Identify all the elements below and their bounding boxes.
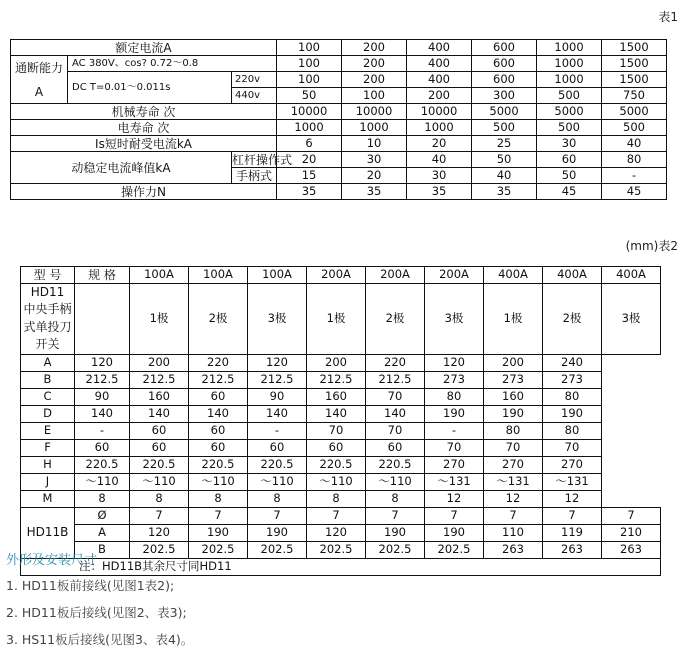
cell: 70	[543, 439, 602, 456]
handle-label: 手柄式	[232, 168, 277, 184]
cell: 400A	[602, 267, 661, 284]
cell: -	[425, 422, 484, 439]
hd11-rows	[21, 354, 661, 507]
cell: 1000	[537, 72, 602, 88]
cell: 5000	[472, 104, 537, 120]
cell: 190	[543, 405, 602, 422]
cell: 1极	[307, 284, 366, 355]
cell: 20	[407, 136, 472, 152]
cell: 3极	[602, 284, 661, 355]
cell: 270	[543, 456, 602, 473]
cell: ～110	[248, 473, 307, 490]
cell: 80	[425, 388, 484, 405]
cell: 10	[342, 136, 407, 152]
table-row	[21, 456, 661, 473]
cell: 90	[75, 388, 130, 405]
dc-440-label: 440v	[232, 88, 277, 104]
cell: ～131	[543, 473, 602, 490]
cell: 240	[543, 354, 602, 371]
cell: 30	[342, 152, 407, 168]
table1-caption: 表1	[658, 10, 678, 24]
cell: 140	[189, 405, 248, 422]
cell: 140	[307, 405, 366, 422]
cell: 60	[248, 439, 307, 456]
lever-label: 杠杆操作式	[232, 152, 293, 167]
cell: 202.5	[366, 541, 425, 558]
dimension-label: Ø	[75, 507, 130, 524]
cell: 60	[130, 422, 189, 439]
cell: 60	[537, 152, 602, 168]
cell: 1极	[484, 284, 543, 355]
cell: 120	[130, 524, 189, 541]
cell: 100	[277, 72, 342, 88]
cell: 400	[407, 40, 472, 56]
dc-220-row	[11, 72, 667, 88]
cell: 263	[602, 541, 661, 558]
cell: 7	[602, 507, 661, 524]
elec-life-label: 电寿命 次	[11, 120, 277, 136]
cell: 10000	[407, 104, 472, 120]
table-row	[21, 422, 661, 439]
cell: 220.5	[307, 456, 366, 473]
cell: 7	[366, 507, 425, 524]
cell: 200	[407, 88, 472, 104]
cell: 80	[484, 422, 543, 439]
elec-life-row	[11, 120, 667, 136]
short-time-label: Is短时耐受电流kA	[11, 136, 277, 152]
cell: 120	[425, 354, 484, 371]
cell: 1000	[407, 120, 472, 136]
cell: 60	[189, 422, 248, 439]
cell: 35	[407, 184, 472, 200]
list-item: 2. HD11板后接线(见图2、表3);	[6, 605, 187, 620]
cell: 70	[425, 439, 484, 456]
cell: 30	[537, 136, 602, 152]
cell: 60	[307, 439, 366, 456]
cell: 8	[307, 490, 366, 507]
table2-note: 注：HD11B其余尺寸同HD11	[21, 558, 661, 575]
table1	[10, 39, 667, 200]
current-header-row	[21, 267, 661, 284]
dimension-label: A	[21, 354, 75, 371]
short-time-row	[11, 136, 667, 152]
cell: 140	[248, 405, 307, 422]
poles-row	[21, 284, 661, 355]
cell: 220.5	[75, 456, 130, 473]
cell: 263	[543, 541, 602, 558]
cell: 200	[342, 40, 407, 56]
cell: 202.5	[307, 541, 366, 558]
cell: 300	[472, 88, 537, 104]
hd11-line: HD11	[30, 285, 65, 299]
table-row	[21, 473, 661, 490]
cell: 190	[425, 405, 484, 422]
cell: 8	[75, 490, 130, 507]
cell: 160	[130, 388, 189, 405]
cell: 202.5	[130, 541, 189, 558]
cell: ～131	[425, 473, 484, 490]
cell: 8	[248, 490, 307, 507]
cell: 15	[277, 168, 342, 184]
cell: 273	[425, 371, 484, 388]
cell: 140	[75, 405, 130, 422]
cell: 50	[472, 152, 537, 168]
table-row	[21, 490, 661, 507]
cell: 120	[307, 524, 366, 541]
cell: 40	[407, 152, 472, 168]
cell: 400	[407, 56, 472, 72]
cell: 200A	[425, 267, 484, 284]
hd11-line: 式单投刀	[23, 319, 72, 334]
cell: 200	[484, 354, 543, 371]
cell: 190	[425, 524, 484, 541]
cell: 1500	[602, 56, 667, 72]
cell: 220.5	[189, 456, 248, 473]
cell: -	[75, 422, 130, 439]
cell: 8	[189, 490, 248, 507]
cell: 7	[248, 507, 307, 524]
cell: 10000	[342, 104, 407, 120]
cell: 212.5	[307, 371, 366, 388]
cell: ～110	[307, 473, 366, 490]
cell: 160	[484, 388, 543, 405]
cell: 190	[484, 405, 543, 422]
table-row	[21, 354, 661, 371]
cell: 212.5	[130, 371, 189, 388]
cell: 70	[484, 439, 543, 456]
cell: 7	[425, 507, 484, 524]
model-header: 型 号	[21, 267, 75, 284]
table-row	[21, 524, 661, 541]
cell: 10000	[277, 104, 342, 120]
cell: 140	[130, 405, 189, 422]
cell: 35	[342, 184, 407, 200]
cell: 5000	[602, 104, 667, 120]
cell: 750	[602, 88, 667, 104]
cell: 500	[537, 120, 602, 136]
cell: 100	[342, 88, 407, 104]
cell: 3极	[425, 284, 484, 355]
dimension-label: D	[21, 405, 75, 422]
cell: 600	[472, 56, 537, 72]
list-item: 1. HD11板前接线(见图1表2);	[6, 578, 175, 593]
cell: 1000	[277, 120, 342, 136]
table2	[20, 266, 661, 576]
cell: ～110	[189, 473, 248, 490]
cell: 400A	[543, 267, 602, 284]
cell: 202.5	[248, 541, 307, 558]
table-row	[21, 388, 661, 405]
cell: 70	[366, 388, 425, 405]
cell: 100	[277, 40, 342, 56]
cell: 6	[277, 136, 342, 152]
cell: 190	[366, 524, 425, 541]
cell: 30	[407, 168, 472, 184]
cell: 263	[484, 541, 543, 558]
cell: 60	[189, 388, 248, 405]
cell: 600	[472, 40, 537, 56]
cell: 1极	[130, 284, 189, 355]
table-row	[21, 507, 661, 524]
dimension-label: M	[21, 490, 75, 507]
cell: 7	[189, 507, 248, 524]
hd11-line: 开关	[35, 337, 60, 352]
cell: 273	[484, 371, 543, 388]
cell: 119	[543, 524, 602, 541]
cell: 140	[366, 405, 425, 422]
cell: 12	[543, 490, 602, 507]
cell: 273	[543, 371, 602, 388]
cell: 120	[248, 354, 307, 371]
cell: 60	[189, 439, 248, 456]
cell: 200	[342, 56, 407, 72]
cell: 1500	[602, 72, 667, 88]
cell: 220	[189, 354, 248, 371]
cell: 2极	[543, 284, 602, 355]
cell: 120	[75, 354, 130, 371]
mech-life-row	[11, 104, 667, 120]
cell: 160	[307, 388, 366, 405]
cell: 212.5	[75, 371, 130, 388]
force-row	[11, 184, 667, 200]
cell: 70	[307, 422, 366, 439]
cell: 8	[366, 490, 425, 507]
cell: 212.5	[366, 371, 425, 388]
cell: 25	[472, 136, 537, 152]
dimension-label: A	[75, 524, 130, 541]
cell: 80	[543, 388, 602, 405]
section-heading: 外形及安装尺寸	[6, 553, 98, 568]
cell: 5000	[537, 104, 602, 120]
cell: 200A	[307, 267, 366, 284]
cell: 60	[366, 439, 425, 456]
cell: 7	[543, 507, 602, 524]
cell: 220.5	[130, 456, 189, 473]
dimension-label: C	[21, 388, 75, 405]
cell: 80	[602, 152, 667, 168]
spec-header: 规 格	[75, 267, 130, 284]
cell: 210	[602, 524, 661, 541]
cell: 90	[248, 388, 307, 405]
breaking-capacity-label	[11, 56, 68, 104]
cell: ～110	[75, 473, 130, 490]
breaking-label-line2: A	[34, 84, 44, 99]
cell: 100A	[248, 267, 307, 284]
cell: 1000	[537, 56, 602, 72]
cell: 12	[425, 490, 484, 507]
cell: 110	[484, 524, 543, 541]
cell: 270	[425, 456, 484, 473]
dimension-label: B	[75, 541, 130, 558]
dc-220-label: 220v	[232, 72, 277, 88]
cell: 60	[75, 439, 130, 456]
cell: 3极	[248, 284, 307, 355]
cell: 45	[602, 184, 667, 200]
cell: 500	[472, 120, 537, 136]
dc-condition: DC T=0.01～0.011s	[68, 72, 232, 104]
cell: 190	[248, 524, 307, 541]
cell: ～131	[484, 473, 543, 490]
breaking-label-line1: 通断能力	[14, 60, 63, 75]
cell: 40	[602, 136, 667, 152]
cell: 50	[537, 168, 602, 184]
cell: 100A	[189, 267, 248, 284]
cell: -	[602, 168, 667, 184]
hd11-line: 中央手柄	[23, 302, 72, 317]
cell: 8	[130, 490, 189, 507]
cell: 7	[307, 507, 366, 524]
cell: 500	[602, 120, 667, 136]
cell: 270	[484, 456, 543, 473]
cell: 220.5	[248, 456, 307, 473]
cell: 100A	[130, 267, 189, 284]
cell: 400A	[484, 267, 543, 284]
cell: 2极	[366, 284, 425, 355]
cell: 2极	[189, 284, 248, 355]
cell: 202.5	[425, 541, 484, 558]
ac-row	[11, 56, 667, 72]
table-row	[21, 541, 661, 558]
cell: 1000	[537, 40, 602, 56]
ac-condition: AC 380V、cos? 0.72～0.8	[68, 56, 277, 72]
cell: 220	[366, 354, 425, 371]
table-row	[21, 371, 661, 388]
cell: 200	[342, 72, 407, 88]
cell: 40	[472, 168, 537, 184]
cell: 212.5	[248, 371, 307, 388]
cell: 500	[537, 88, 602, 104]
cell: 220.5	[366, 456, 425, 473]
note-row	[21, 558, 661, 575]
cell: 100	[277, 56, 342, 72]
dimension-label: H	[21, 456, 75, 473]
rated-current-label: 额定电流A	[11, 40, 277, 56]
cell: 202.5	[189, 541, 248, 558]
cell: 20	[342, 168, 407, 184]
cell: -	[248, 422, 307, 439]
cell: 20	[277, 152, 342, 168]
cell: 200A	[366, 267, 425, 284]
rated-current-row	[11, 40, 667, 56]
hd11b-model-label: HD11B	[21, 507, 75, 558]
cell: 600	[472, 72, 537, 88]
dimension-label: J	[21, 473, 75, 490]
cell: 200	[307, 354, 366, 371]
peak-current-label: 动稳定电流峰值kA	[11, 152, 232, 184]
table2-caption: (mm)表2	[625, 239, 678, 253]
cell	[75, 284, 130, 355]
cell: 200	[130, 354, 189, 371]
mech-life-label: 机械寿命 次	[11, 104, 277, 120]
hd11b-rows	[21, 507, 661, 558]
table-row	[21, 405, 661, 422]
cell: 1500	[602, 40, 667, 56]
list-item: 3. HS11板后接线(见图3、表4)。	[6, 632, 194, 647]
cell: 35	[277, 184, 342, 200]
cell: 12	[484, 490, 543, 507]
cell: 70	[366, 422, 425, 439]
cell: 7	[484, 507, 543, 524]
cell: 1000	[342, 120, 407, 136]
cell: ～110	[130, 473, 189, 490]
hd11-model-label	[21, 284, 75, 355]
force-label: 操作力N	[11, 184, 277, 200]
cell: 212.5	[189, 371, 248, 388]
cell: 190	[189, 524, 248, 541]
dimension-label: E	[21, 422, 75, 439]
cell: 35	[472, 184, 537, 200]
cell: 50	[277, 88, 342, 104]
cell: 80	[543, 422, 602, 439]
table-row	[21, 439, 661, 456]
cell: 400	[407, 72, 472, 88]
cell: ～110	[366, 473, 425, 490]
dimension-label: F	[21, 439, 75, 456]
cell: 60	[130, 439, 189, 456]
lever-row	[11, 152, 667, 168]
cell: 7	[130, 507, 189, 524]
dimension-label: B	[21, 371, 75, 388]
cell: 45	[537, 184, 602, 200]
